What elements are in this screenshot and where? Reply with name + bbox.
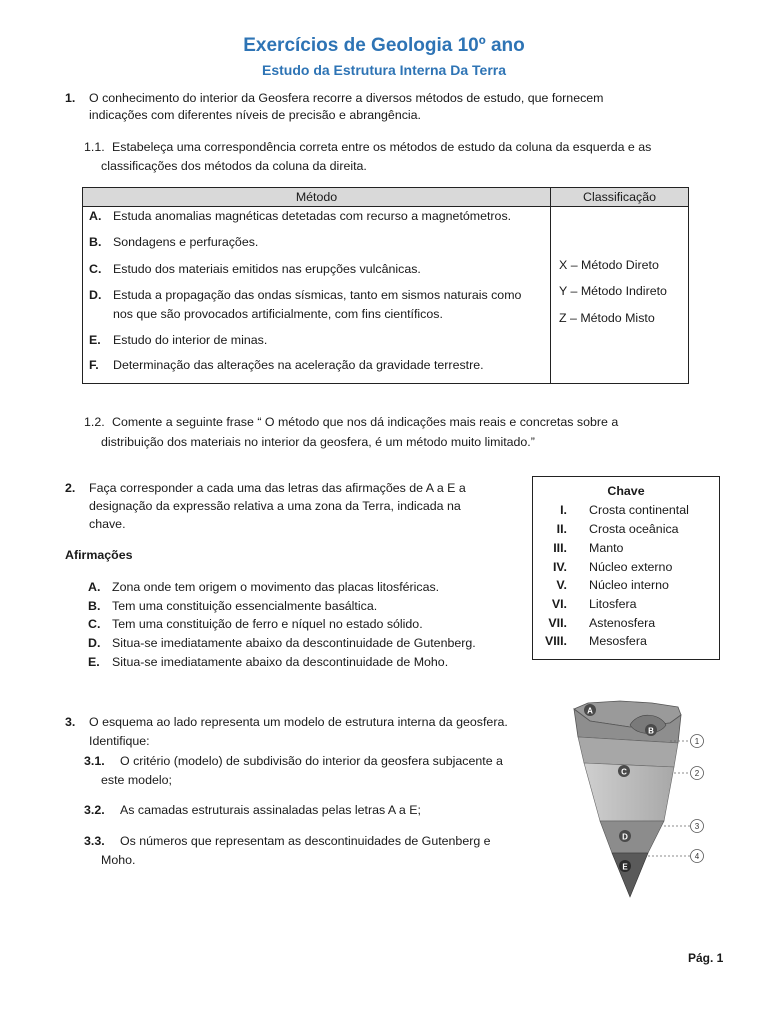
svg-text:1: 1 [694,737,700,746]
statement-letter: D. [88,636,101,650]
statement-letter: C. [88,617,101,631]
layer-inner-core [612,853,648,897]
key-number: V. [556,578,567,592]
subquestion-text-line: Estabeleça uma correspondência correta entre os métodos de estudo da coluna da esquerda e as [112,140,652,154]
key-label: Crosta oceânica [589,522,679,536]
key-label: Núcleo externo [589,560,673,574]
subquestion-number: 1.1. [84,140,105,154]
row-text: Estuda a propagação das ondas sísmicas, tanto em sismos naturais como [113,288,522,302]
subquestion-number: 3.3. [84,834,105,848]
row-text: Estuda anomalias magnéticas detetadas com recurso a magnetómetros. [113,209,512,223]
statement-text: Situa-se imediatamente abaixo da descontinuidade de Moho. [112,655,449,669]
key-number: VII. [548,616,567,630]
subquestion-number: 3.1. [84,754,105,768]
svg-text:D: D [622,832,628,842]
statement-text: Zona onde tem origem o movimento das placas litosféricas. [112,580,440,594]
table-row [89,286,544,305]
question-text-line: Identifique: [89,734,150,748]
earth-structure-diagram [560,695,720,910]
statement-text: Tem uma constituição de ferro e níquel no estado sólido. [112,617,423,631]
subquestion-text-line: classificações dos métodos da coluna da direita. [101,159,367,173]
question-text-line: O conhecimento do interior da Geosfera recorre a diversos métodos de estudo, que fornecem [89,91,604,105]
question-text-line: designação da expressão relativa a uma zona da Terra, indicada na [89,499,461,513]
row-letter: E. [89,333,101,347]
key-item [533,520,719,539]
row-text: Estudo do interior de minas. [113,333,268,347]
methods-table [82,187,689,384]
row-letter: B. [89,235,102,249]
table-row [89,331,544,350]
subquestion-text-line: Os números que representam as descontinuidades de Gutenberg e [120,834,491,848]
key-label: Núcleo interno [589,578,669,592]
key-item [533,558,719,577]
statement-text: Tem uma constituição essencialmente basáltica. [112,599,378,613]
marker-e [619,860,631,872]
row-letter: C. [89,262,102,276]
key-item [533,632,719,651]
marker-c [618,765,630,777]
key-item [533,539,719,558]
svg-text:4: 4 [694,852,700,861]
key-item [533,501,719,520]
row-letter: F. [89,358,99,372]
subquestion-text-line: O critério (modelo) de subdivisão do interior da geosfera subjacente a [120,754,503,768]
svg-text:B: B [648,726,654,736]
page-number: Pág. 1 [688,951,724,965]
question-text-line: O esquema ao lado representa um modelo de estrutura interna da geosfera. [89,715,508,729]
table-row [89,233,544,252]
afirmacoes-heading: Afirmações [65,548,133,562]
marker-4 [691,850,704,863]
table-header-classificacao: Classificação [583,190,656,204]
key-label: Mesosfera [589,634,647,648]
marker-a [584,704,596,716]
subquestion-text-line: As camadas estruturais assinaladas pelas letras A a E; [120,803,421,817]
key-label: Litosfera [589,597,637,611]
key-number: III. [553,541,567,555]
question-number: 2. [65,481,76,495]
key-number: IV. [552,560,567,574]
classification-y: Y – Método Indireto [559,284,667,298]
marker-1 [691,735,704,748]
marker-3 [691,820,704,833]
layer-outer-core [600,821,664,853]
marker-b [645,724,657,736]
question-number: 1. [65,91,76,105]
key-label: Manto [589,541,624,555]
statement-letter: A. [88,580,101,594]
key-number: VI. [551,597,567,611]
key-box [532,476,720,660]
subquestion-text-line: Comente a seguinte frase “ O método que nos dá indicações mais reais e concretas sobre a [112,415,619,429]
table-row [89,207,544,226]
question-text-line: Faça corresponder a cada uma das letras das afirmações de A a E a [89,481,466,495]
key-item [533,576,719,595]
statement-letter: E. [88,655,100,669]
key-label: Crosta continental [589,503,689,517]
subquestion-text-line: Moho. [101,853,136,867]
row-text: Sondagens e perfurações. [113,235,259,249]
question-text-line: indicações com diferentes níveis de precisão e abrangência. [89,108,421,122]
key-number: I. [560,503,567,517]
key-label: Astenosfera [589,616,656,630]
key-number: VIII. [544,634,567,648]
subquestion-number: 1.2. [84,415,105,429]
marker-d [619,830,631,842]
classification-x: X – Método Direto [559,258,659,272]
subquestion-text-line: este modelo; [101,773,172,787]
row-text: nos que são provocados artificialmente, com fins científicos. [113,307,443,321]
question-text-line: chave. [89,517,126,531]
table-divider [550,188,551,383]
svg-text:A: A [587,706,593,716]
table-row [89,356,544,375]
svg-text:C: C [621,767,627,777]
svg-text:3: 3 [694,822,700,831]
subquestion-text-line: distribuição dos materiais no interior da geosfera, é um método muito limitado.” [101,435,535,449]
key-item [533,595,719,614]
statement-text: Situa-se imediatamente abaixo da descontinuidade de Gutenberg. [112,636,476,650]
svg-text:2: 2 [694,769,700,778]
classification-z: Z – Método Misto [559,311,655,325]
row-letter: D. [89,288,102,302]
table-row [89,260,544,279]
row-letter: A. [89,209,102,223]
row-text: Estudo dos materiais emitidos nas erupções vulcânicas. [113,262,421,276]
key-number: II. [556,522,567,536]
row-text: Determinação das alterações na aceleração da gravidade terrestre. [113,358,484,372]
question-number: 3. [65,715,76,729]
key-item [533,614,719,633]
svg-text:E: E [622,862,628,872]
table-header-metodo: Método [295,190,338,204]
key-title: Chave [607,484,645,498]
page-subtitle: Estudo da Estrutura Interna Da Terra [261,62,506,78]
statement-letter: B. [88,599,101,613]
marker-2 [691,767,704,780]
subquestion-number: 3.2. [84,803,105,817]
page-title: Exercícios de Geologia 10º ano [243,35,525,56]
